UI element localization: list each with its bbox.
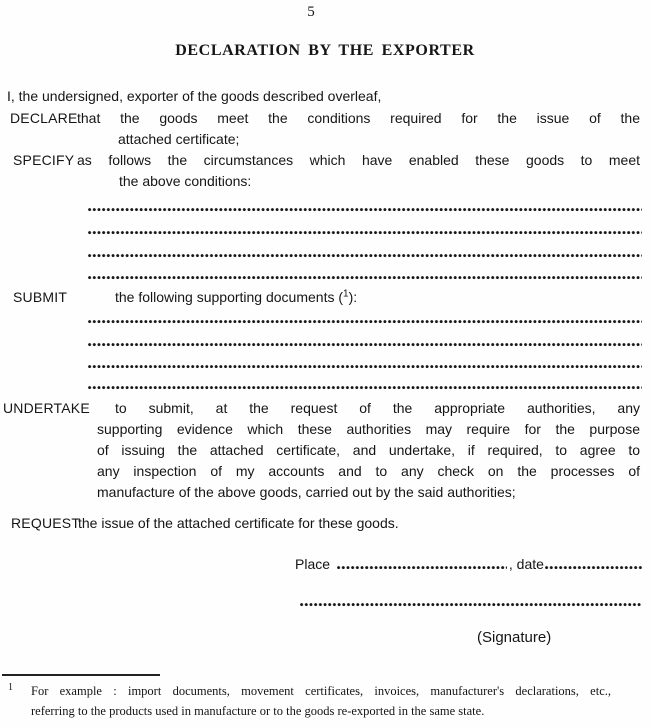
submit-text-before: the following supporting documents (: [115, 289, 344, 305]
footnote-ref-sup: 1: [343, 288, 349, 300]
page-number: 5: [307, 4, 315, 20]
footnote-line1: For example : import documents, movement certificates, invoices, manufacturer's declarations, etc.,: [31, 684, 611, 698]
date-fill-line: [545, 563, 642, 569]
submit-answer-line-4: [88, 383, 642, 390]
specify-text-line2: the above conditions:: [119, 173, 252, 189]
place-date-row: [295, 556, 642, 572]
specify-text-line1: as follows the circumstances which have enabled these goods to meet: [77, 152, 640, 168]
footnote-line2: referring to the products used in manufacture or to the goods re-exported in the same state.: [31, 704, 485, 718]
date-label: , date: [508, 556, 544, 572]
specify-label: SPECIFY: [13, 152, 75, 168]
undertake-text-line5: manufacture of the above goods, carried out by the said authorities;: [97, 484, 516, 500]
signature-fill-line: [300, 600, 642, 607]
request-text: the issue of the attached certificate for these goods.: [78, 515, 399, 531]
undertake-row: [3, 400, 640, 416]
submit-answer-line-1: [88, 317, 642, 324]
undertake-text-line2: supporting evidence which these authorities may require for the purpose: [97, 421, 640, 437]
declare-text-line2: attached certificate;: [118, 131, 240, 147]
submit-answer-line-3: [88, 362, 642, 369]
signature-caption: (Signature): [477, 629, 552, 646]
submit-answer-line-2: [88, 340, 642, 347]
footnote-marker: 1: [8, 682, 13, 693]
declare-row: [10, 110, 640, 126]
undertake-label: UNDERTAKE: [3, 400, 90, 416]
specify-answer-line-1: [88, 205, 642, 212]
place-fill-line: [337, 563, 507, 569]
footnote: [31, 681, 611, 721]
specify-answer-line-3: [88, 251, 642, 258]
submit-row: [13, 289, 640, 305]
undertake-text-line3: of issuing the attached certificate, and undertake, if required, to agree to: [97, 442, 640, 458]
declare-text-line1: that the goods meet the conditions required for the issue of the: [77, 110, 640, 126]
footnote-divider: [2, 674, 160, 676]
place-label: Place: [295, 556, 331, 572]
request-label: REQUEST: [11, 515, 81, 531]
declare-label: DECLARE: [10, 110, 78, 126]
submit-text: [115, 289, 640, 305]
specify-answer-line-4: [88, 273, 642, 280]
undertake-text-line1: to submit, at the request of the appropriate authorities, any: [115, 400, 640, 416]
specify-row: [13, 152, 640, 168]
document-title: DECLARATION BY THE EXPORTER: [175, 42, 475, 59]
request-row: [11, 515, 640, 531]
submit-label: SUBMIT: [13, 289, 68, 305]
submit-text-after: ):: [348, 289, 358, 305]
specify-answer-line-2: [88, 228, 642, 235]
intro-line: I, the undersigned, exporter of the goods described overleaf,: [7, 88, 382, 104]
undertake-text-line4: any inspection of my accounts and to any check on the processes of: [97, 463, 640, 479]
